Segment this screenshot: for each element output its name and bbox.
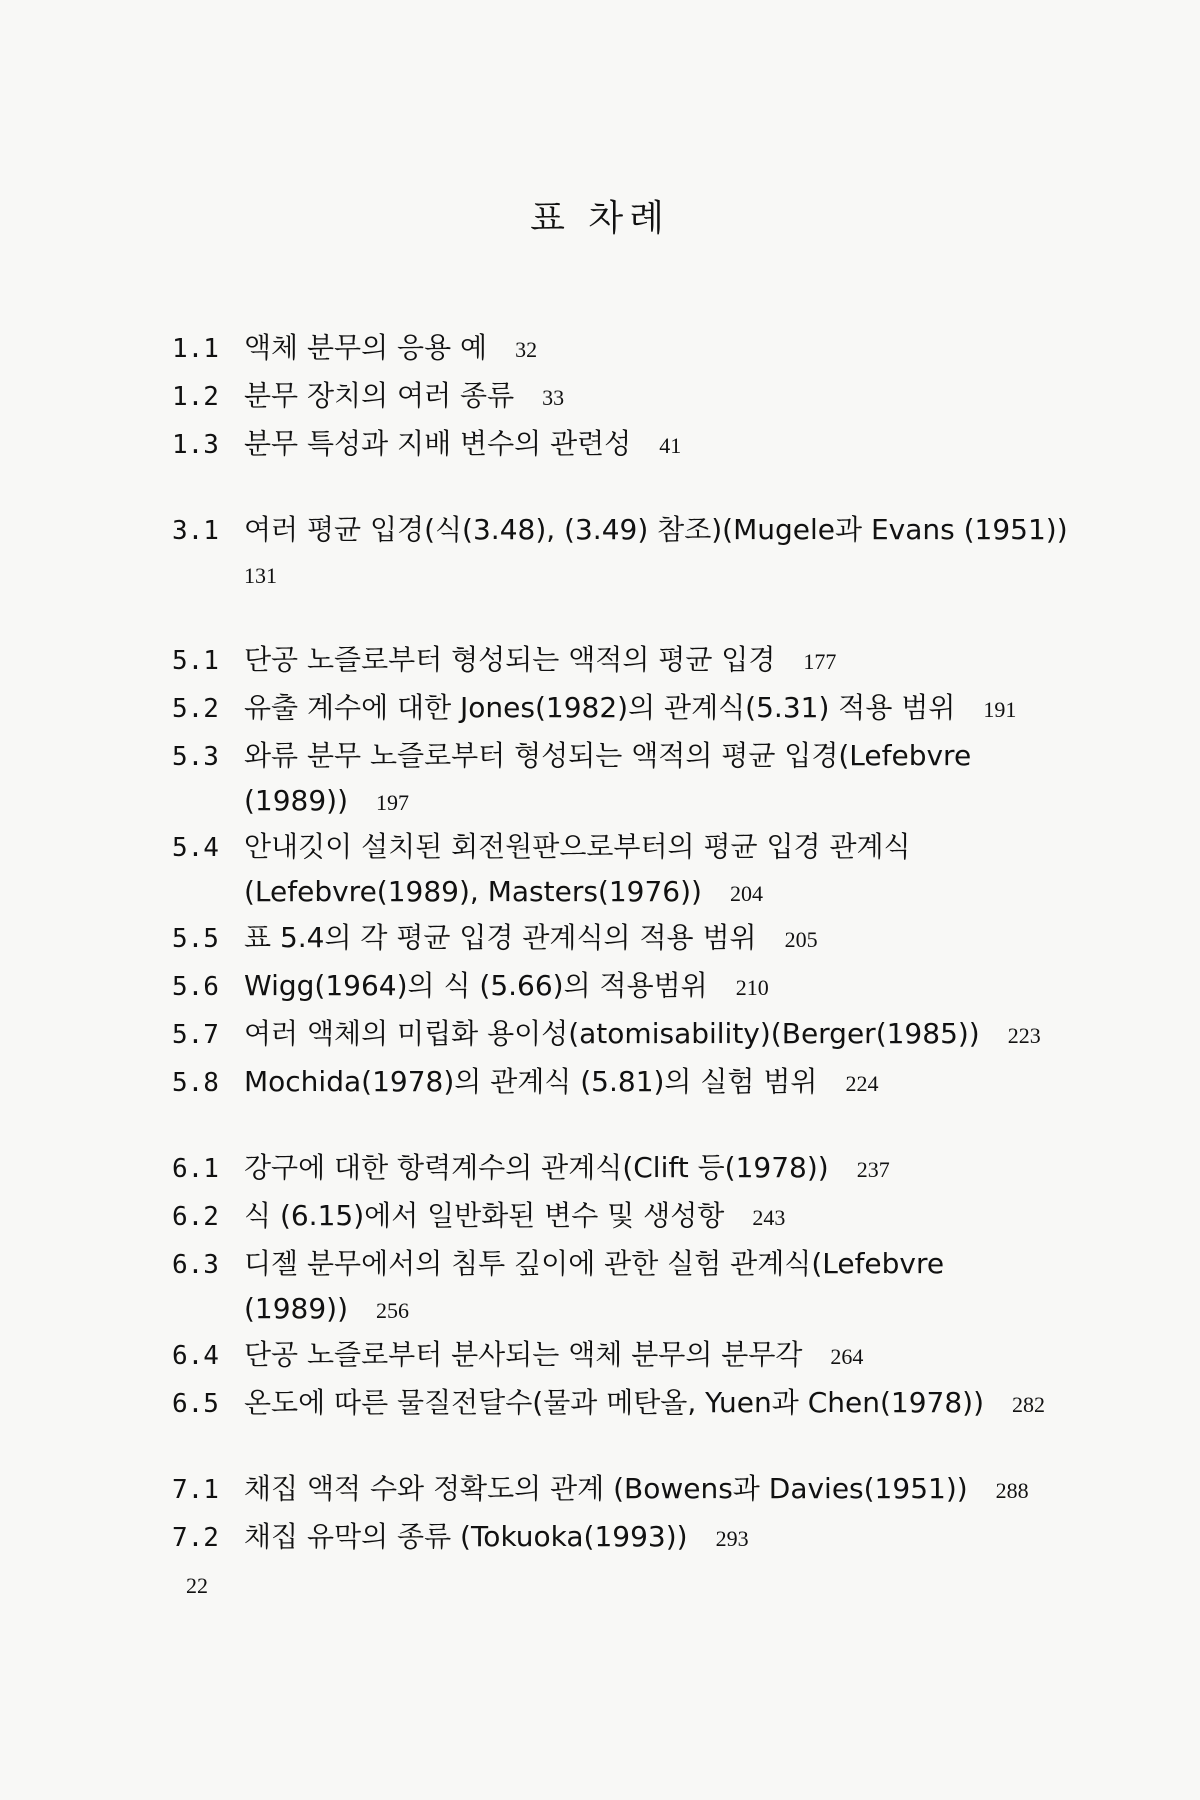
entry-title: 단공 노즐로부터 분사되는 액체 분무의 분무각 (244, 1338, 803, 1371)
entry-number: 1.2 (172, 382, 219, 412)
entry-body (244, 637, 1102, 685)
entry-title: Mochida(1978)의 관계식 (5.81)의 실험 범위 (244, 1065, 818, 1098)
toc-entry (172, 1193, 1102, 1241)
entry-continuation-text: (Lefebvre(1989), Masters(1976)) (244, 875, 702, 908)
entry-body (244, 1193, 1102, 1241)
entry-number: 6.5 (172, 1389, 219, 1419)
entry-title: 채집 액적 수와 정확도의 관계 (Bowens과 Davies(1951)) (244, 1472, 968, 1505)
toc-entry (172, 1241, 1102, 1288)
entry-page: 205 (784, 927, 818, 952)
entry-title: 식 (6.15)에서 일반화된 변수 및 생성항 (244, 1199, 725, 1232)
entry-body (244, 685, 1102, 733)
toc-entry (172, 421, 1102, 469)
entry-body (244, 1011, 1102, 1059)
entry-number: 6.3 (172, 1250, 219, 1280)
entry-body (244, 1059, 1102, 1107)
toc-entry (172, 915, 1102, 963)
toc-entry (172, 1059, 1102, 1107)
toc-entry (172, 507, 1102, 599)
entry-number: 5.5 (172, 924, 219, 954)
entry-title: 와류 분무 노즐로부터 형성되는 액적의 평균 입경(Lefebvre (244, 739, 972, 772)
entry-page: 293 (715, 1526, 749, 1551)
entry-body (244, 507, 1102, 599)
entry-title: 유출 계수에 대한 Jones(1982)의 관계식(5.31) 적용 범위 (244, 691, 956, 724)
entry-body (244, 733, 1102, 779)
entry-body (244, 1380, 1102, 1428)
entry-title: 표 5.4의 각 평균 입경 관계식의 적용 범위 (244, 921, 757, 954)
toc-entry (172, 963, 1102, 1011)
entry-number: 5.1 (172, 646, 219, 676)
entry-title: 여러 평균 입경(식(3.48), (3.49) 참조)(Mugele과 Evans (1951)) (244, 513, 1068, 546)
entry-body (244, 1241, 1102, 1287)
entry-body (244, 824, 1102, 870)
entry-page: 223 (1007, 1023, 1041, 1048)
toc-entry (172, 325, 1102, 373)
toc-entry (172, 1380, 1102, 1428)
entry-continuation (244, 1288, 1102, 1332)
page-title: 표 차례 (530, 198, 670, 239)
entry-page: 210 (735, 975, 769, 1000)
page-number: 22 (186, 1573, 208, 1598)
entry-continuation (244, 780, 1102, 824)
toc-entry (172, 824, 1102, 871)
entry-title: 채집 유막의 종류 (Tokuoka(1993)) (244, 1520, 688, 1553)
toc-entry (172, 373, 1102, 421)
toc-group (172, 1145, 1102, 1428)
entry-number: 5.7 (172, 1020, 219, 1050)
entry-page: 32 (515, 337, 538, 362)
toc-entry (172, 1466, 1102, 1514)
entry-page: 131 (244, 563, 277, 588)
entry-page: 237 (856, 1157, 890, 1182)
toc-entry (172, 637, 1102, 685)
entry-title: 강구에 대한 항력계수의 관계식(Clift 등(1978)) (244, 1151, 829, 1184)
toc-entry (172, 1011, 1102, 1059)
entry-page: 264 (830, 1344, 864, 1369)
toc-entry (172, 1145, 1102, 1193)
entry-title: 분무 장치의 여러 종류 (244, 379, 515, 412)
entry-number: 6.1 (172, 1154, 219, 1184)
entry-title: 분무 특성과 지배 변수의 관련성 (244, 427, 632, 460)
entry-continuation-text: (1989)) (244, 784, 349, 817)
entry-number: 1.1 (172, 334, 219, 364)
entry-title: 단공 노즐로부터 형성되는 액적의 평균 입경 (244, 643, 776, 676)
entry-title: 디젤 분무에서의 침투 깊이에 관한 실험 관계식(Lefebvre (244, 1247, 945, 1280)
entry-body (244, 421, 1102, 469)
entry-body (244, 325, 1102, 373)
toc-entry (172, 1514, 1102, 1562)
entry-body (244, 1466, 1102, 1514)
entry-page: 282 (1012, 1392, 1046, 1417)
entry-title: 안내깃이 설치된 회전원판으로부터의 평균 입경 관계식 (244, 830, 911, 863)
entry-page: 197 (376, 790, 410, 815)
entry-page: 177 (803, 649, 837, 674)
toc-entry (172, 1332, 1102, 1380)
entry-title: 여러 액체의 미립화 용이성(atomisability)(Berger(1985)) (244, 1017, 980, 1050)
entry-body (244, 1514, 1102, 1562)
entry-number: 7.2 (172, 1523, 219, 1553)
toc-group (172, 325, 1102, 469)
entry-number: 6.2 (172, 1202, 219, 1232)
entry-page: 224 (845, 1071, 879, 1096)
entry-number: 5.3 (172, 742, 219, 772)
entry-number: 5.6 (172, 972, 219, 1002)
toc-group (172, 507, 1102, 599)
entry-continuation (244, 871, 1102, 915)
entry-page: 204 (729, 881, 763, 906)
entry-page: 191 (983, 697, 1017, 722)
entry-page: 33 (542, 385, 565, 410)
entry-body (244, 963, 1102, 1011)
entry-number: 7.1 (172, 1475, 219, 1505)
toc-group (172, 1466, 1102, 1562)
toc-entry (172, 685, 1102, 733)
entry-body (244, 1332, 1102, 1380)
entry-number: 3.1 (172, 516, 219, 546)
entry-body (244, 1145, 1102, 1193)
entry-number: 5.2 (172, 694, 219, 724)
entry-number: 1.3 (172, 430, 219, 460)
entry-number: 5.4 (172, 833, 219, 863)
entry-page: 256 (376, 1298, 410, 1323)
entry-number: 5.8 (172, 1068, 219, 1098)
entry-page: 41 (659, 433, 682, 458)
entry-number: 6.4 (172, 1341, 219, 1371)
entry-page: 288 (995, 1478, 1029, 1503)
entry-title: 액체 분무의 응용 예 (244, 331, 488, 364)
entry-title: Wigg(1964)의 식 (5.66)의 적용범위 (244, 969, 708, 1002)
toc-group (172, 637, 1102, 1107)
toc-entry (172, 733, 1102, 780)
entry-body (244, 373, 1102, 421)
entry-continuation-text: (1989)) (244, 1292, 349, 1325)
entry-title: 온도에 따른 물질전달수(물과 메탄올, Yuen과 Chen(1978)) (244, 1386, 985, 1419)
entry-page: 243 (752, 1205, 786, 1230)
entry-body (244, 915, 1102, 963)
table-list (172, 325, 1102, 1600)
